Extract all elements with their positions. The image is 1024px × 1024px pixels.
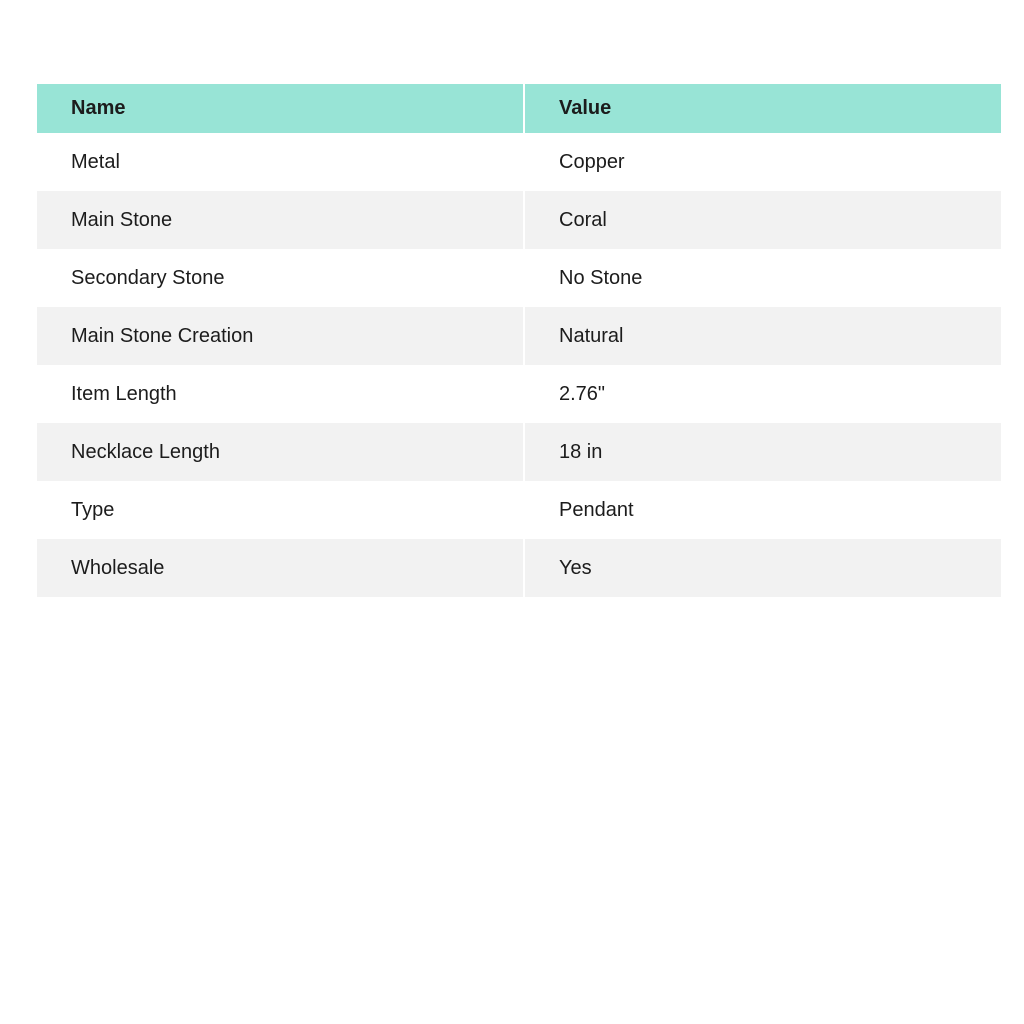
attribute-name: Necklace Length <box>37 423 523 481</box>
attribute-value: Yes <box>525 539 1001 597</box>
attribute-name: Main Stone <box>37 191 523 249</box>
table-header-row <box>37 84 1001 133</box>
column-header-name: Name <box>37 84 523 133</box>
attribute-value: Coral <box>525 191 1001 249</box>
table-row <box>37 191 1001 249</box>
attribute-value: Natural <box>525 307 1001 365</box>
attribute-name: Metal <box>37 133 523 191</box>
spec-table <box>37 84 1001 597</box>
attribute-value: 2.76" <box>525 365 1001 423</box>
table-row <box>37 365 1001 423</box>
table-row <box>37 133 1001 191</box>
table-row <box>37 423 1001 481</box>
attribute-value: Pendant <box>525 481 1001 539</box>
attribute-value: Copper <box>525 133 1001 191</box>
table-row <box>37 481 1001 539</box>
attribute-name: Type <box>37 481 523 539</box>
attribute-name: Main Stone Creation <box>37 307 523 365</box>
attribute-name: Wholesale <box>37 539 523 597</box>
table-row <box>37 539 1001 597</box>
attribute-value: No Stone <box>525 249 1001 307</box>
attribute-name: Item Length <box>37 365 523 423</box>
attribute-value: 18 in <box>525 423 1001 481</box>
table-row <box>37 249 1001 307</box>
attribute-name: Secondary Stone <box>37 249 523 307</box>
column-header-value: Value <box>525 84 1001 133</box>
table-row <box>37 307 1001 365</box>
